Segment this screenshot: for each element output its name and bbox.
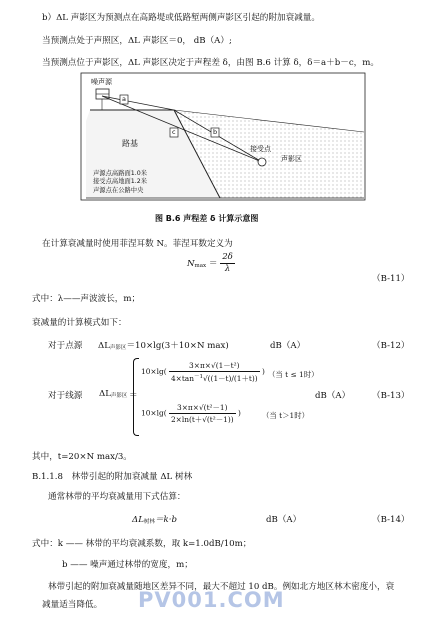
point-source-label: 对于点源 (48, 341, 83, 351)
eq13-case1-prefix: 10×lg( (141, 367, 167, 376)
shadow-label: 声影区 (281, 155, 302, 163)
label-a: a (122, 95, 126, 103)
eq12-rhs: ＝10×lg(3＋10×N max) (126, 341, 229, 351)
eq12-unit: dB（A） (270, 341, 306, 351)
note-line: 声源点高路面1.0米 (93, 170, 148, 177)
calc-intro: 衰减量的计算模式如下： (32, 318, 127, 328)
diagram-notes (93, 170, 147, 195)
figure-caption: 图 B.6 声程差 δ 计算示意图 (155, 214, 259, 223)
section-heading (32, 470, 192, 482)
eq14-rhs: ＝k·b (154, 515, 177, 525)
eq12-lhs: ΔL (98, 341, 110, 351)
equation-b12 (98, 339, 229, 351)
eq11-denominator: λ (224, 264, 231, 274)
forest-intro: 通常林带的平均衰减量用下式估算： (48, 492, 186, 502)
ray-a (102, 96, 174, 110)
line-source-label: 对于线源 (48, 391, 83, 401)
eq11-numerator: 2δ (222, 252, 233, 262)
eq12-tag: （B-12） (372, 341, 410, 351)
where-lambda: 式中：λ——声波波长，m； (32, 294, 141, 304)
eq11-tag: （B-11） (372, 274, 410, 284)
label-b: b (213, 128, 218, 136)
paragraph-line-2: 减量适当降低。 (42, 600, 103, 610)
eq13-case1-suffix: ) (261, 367, 265, 376)
label-c: c (172, 128, 176, 136)
eq13-case1-cond: （当 t ≤ 1时） (268, 370, 319, 379)
line-c2: 当预测点位于声影区，ΔL 声影区决定于声程差 δ，由图 B.6 计算 δ，δ＝a＋b－c，m。 (42, 58, 380, 68)
eq11-fraction (220, 252, 235, 275)
eq13-case2-cond: （当 t＞1时） (262, 411, 309, 420)
eq12-lhs-sub: 声影区 (109, 345, 127, 351)
eq13-unit: dB（A） (315, 391, 351, 401)
line-c1: 当预测点处于声照区，ΔL 声影区＝0， dB（A）; (42, 36, 232, 46)
eq13-tag: （B-13） (372, 391, 410, 401)
receiver-point (258, 158, 266, 166)
eq13-case1-num: 3×π×√(1－t²) (169, 360, 260, 372)
receiver-label: 接受点 (250, 145, 271, 153)
equation-b14 (132, 513, 177, 525)
eq13-case2-fraction (169, 402, 236, 425)
eq11-lhs-sub: max (194, 263, 207, 269)
eq13-case1-den-sup: －1 (193, 374, 203, 380)
eq11-lhs: N (187, 259, 195, 269)
equation-b13-lhs (99, 389, 127, 399)
eq13-case1-fraction (169, 360, 260, 384)
roadbed-label: 路基 (122, 139, 138, 148)
eq13-case1-den-b: √((1－t)/(1＋t)) (202, 374, 258, 383)
note-line: 接受点高地面1.2米 (93, 178, 148, 186)
eq13-case1 (141, 360, 265, 384)
note-line: 声源点在公路中央 (93, 186, 144, 194)
eq13-case1-den-a: 4×tan (170, 374, 194, 383)
section-title: 林带引起的附加衰减量 ΔL 树林 (71, 472, 193, 482)
eq13-case2-den: 2×ln(t＋√(t²－1)) (170, 415, 234, 424)
eq14-tag: （B-14） (372, 515, 410, 525)
eq13-case1-den (169, 372, 260, 384)
where-t: 其中，t=20×N max/3。 (32, 452, 132, 462)
fresnel-intro: 在计算衰减量时使用菲涅耳数 N。菲涅耳数定义为 (42, 239, 233, 249)
eq13-case2-prefix: 10×lg( (141, 408, 167, 418)
paragraph-line-1: 林带引起的附加衰减量随地区差异不同，最大不超过 10 dB。例如北方地区林木密度小，衰 (48, 582, 395, 592)
eq14-unit: dB（A） (266, 515, 302, 525)
equation-b11: Nmax ＝ $\frac{2\delta}{\lambda}$ (187, 252, 233, 274)
eq14-lhs: ΔL (132, 515, 144, 525)
eq13-lhs-sub: 声影区 (110, 393, 128, 399)
eq13-lhs: ΔL (99, 389, 111, 399)
watermark: PV001.COM (138, 588, 285, 612)
acoustic-diagram (80, 72, 366, 202)
eq14-lhs-sub: 树林 (143, 519, 155, 525)
eq13-case2 (141, 402, 241, 425)
eq13-case2-num: 3×π×√(t²－1) (169, 402, 236, 414)
eq13-case2-suffix: ) (237, 408, 241, 418)
eq13-equals: ＝ (129, 391, 138, 401)
source-label: 噪声源 (91, 78, 112, 86)
where-b: b —— 噪声通过林带的宽度，m； (62, 560, 193, 570)
where-k: 式中：k —— 林带的平均衰减系数，取 k=1.0dB/10m； (32, 539, 252, 549)
line-b: b）ΔL 声影区为预测点在高路堤或低路堑两侧声影区引起的附加衰减量。 (42, 13, 320, 23)
eq13-brace (133, 358, 139, 436)
section-number: B.1.1.8 (32, 472, 63, 482)
